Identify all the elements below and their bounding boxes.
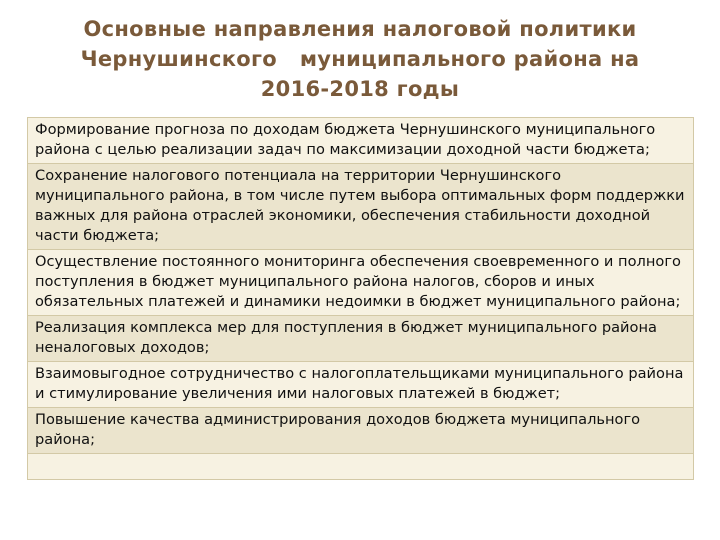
table-cell: Осуществление постоянного мониторинга обеспечения своевременного и полного поступления в бюджет муниципального района налогов, сборов и иных обязательных платежей и динамики недоимки в бюджет муниципального района; (28, 250, 694, 316)
policy-directions-table (27, 117, 694, 480)
table-row (28, 118, 694, 164)
table-cell: Формирование прогноза по доходам бюджета Чернушинского муниципального района с целью реализации задач по максимизации доходной части бюджета; (28, 118, 694, 164)
slide-title (20, 14, 700, 104)
table-cell: Реализация комплекса мер для поступления в бюджет муниципального района неналоговых доходов; (28, 316, 694, 362)
table-row (28, 454, 694, 480)
title-line-1: Основные направления налоговой политики (83, 17, 637, 41)
table-row (28, 316, 694, 362)
table-cell (28, 454, 694, 480)
title-line-3: 2016-2018 годы (260, 77, 460, 101)
table-cell: Повышение качества администрирования доходов бюджета муниципального района; (28, 408, 694, 454)
title-line-2: Чернушинского муниципального района на (80, 47, 640, 71)
table-row (28, 408, 694, 454)
table-cell: Сохранение налогового потенциала на территории Чернушинского муниципального района, в том числе путем выбора оптимальных форм поддержки важных для района отраслей экономики, обеспечения стабильности доходной части бюджета; (28, 164, 694, 250)
table-row (28, 362, 694, 408)
table-row (28, 250, 694, 316)
table-row (28, 164, 694, 250)
table-cell: Взаимовыгодное сотрудничество с налогоплательщиками муниципального района и стимулирование увеличения ими налоговых платежей в бюджет; (28, 362, 694, 408)
